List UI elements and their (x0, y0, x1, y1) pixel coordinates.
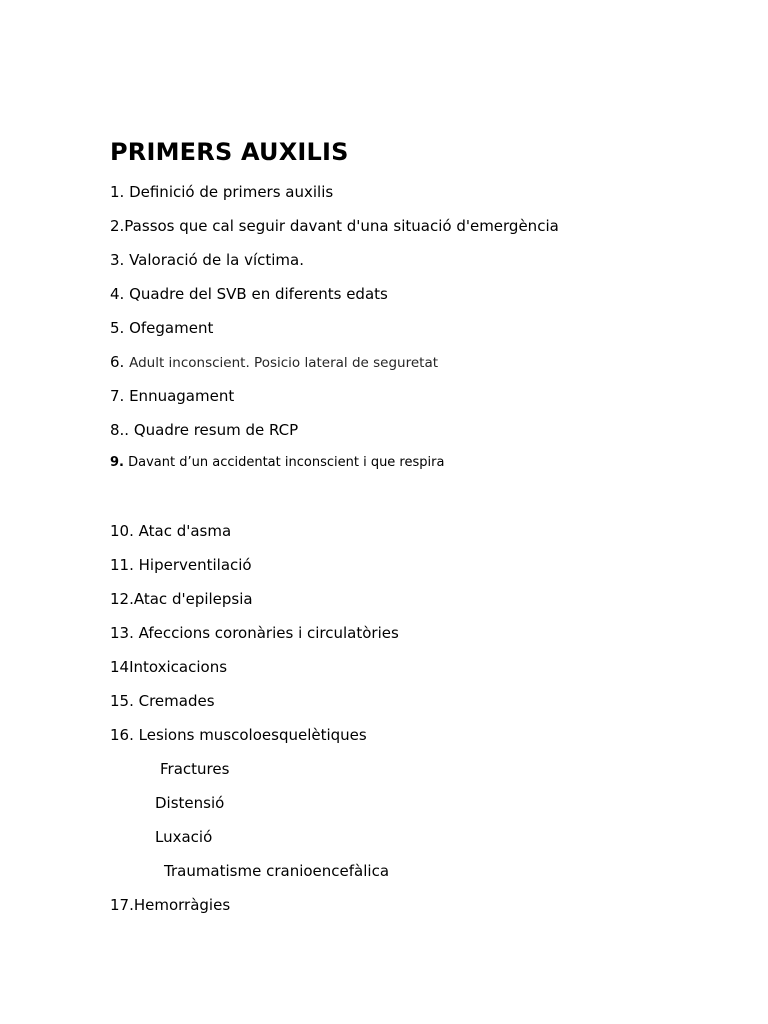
toc-item-text: 8.. Quadre resum de RCP (110, 421, 299, 439)
toc-item-text: Traumatisme cranioencefàlica (164, 862, 390, 880)
toc-item-3 (110, 250, 304, 270)
toc-item-text: 16. Lesions muscoloesquelètiques (110, 726, 367, 744)
toc-item-16 (110, 725, 367, 745)
toc-item-text: Davant d’un accidentat inconscient i que respira (128, 455, 445, 470)
toc-item-number: 6. (110, 353, 125, 371)
toc-item-text: Distensió (155, 794, 225, 812)
toc-item-text: 14Intoxicacions (110, 658, 228, 676)
toc-item-6 (110, 352, 438, 373)
toc-item-15 (110, 691, 215, 711)
toc-item-text: 12.Atac d'epilepsia (110, 590, 253, 608)
toc-subitem-luxacio (155, 827, 212, 847)
toc-item-11 (110, 555, 252, 575)
toc-item-9 (110, 453, 444, 473)
toc-item-text: 7. Ennuagament (110, 387, 235, 405)
document-title: PRIMERS AUXILIS (110, 138, 349, 166)
toc-item-text: 2.Passos que cal seguir davant d'una situació d'emergència (110, 217, 559, 235)
toc-item-1 (110, 182, 333, 202)
toc-item-14 (110, 657, 227, 677)
toc-item-5 (110, 318, 213, 338)
toc-item-text: Adult inconscient. Posicio lateral de seguretat (129, 355, 439, 371)
toc-subitem-fractures (160, 759, 229, 779)
toc-item-text: 15. Cremades (110, 692, 215, 710)
toc-item-text: 11. Hiperventilació (110, 556, 252, 574)
toc-item-8 (110, 420, 298, 440)
toc-item-text: Luxació (155, 828, 213, 846)
toc-item-text: 1. Definició de primers auxilis (110, 183, 334, 201)
toc-item-text: 17.Hemorràgies (110, 896, 231, 914)
toc-item-7 (110, 386, 234, 406)
toc-item-4 (110, 284, 388, 304)
toc-item-text: 13. Afeccions coronàries i circulatòries (110, 624, 399, 642)
toc-item-10 (110, 521, 231, 541)
toc-subitem-distensio (155, 793, 224, 813)
toc-item-text: Fractures (160, 760, 230, 778)
toc-item-number: 9. (110, 455, 124, 470)
toc-item-2 (110, 216, 559, 236)
toc-item-text: 5. Ofegament (110, 319, 214, 337)
toc-item-17 (110, 895, 230, 915)
toc-subitem-traumatisme (164, 861, 389, 881)
toc-item-text: 4. Quadre del SVB en diferents edats (110, 285, 388, 303)
toc-item-text: 3. Valoració de la víctima. (110, 251, 304, 269)
toc-item-13 (110, 623, 399, 643)
toc-item-12 (110, 589, 253, 609)
toc-item-text: 10. Atac d'asma (110, 522, 232, 540)
